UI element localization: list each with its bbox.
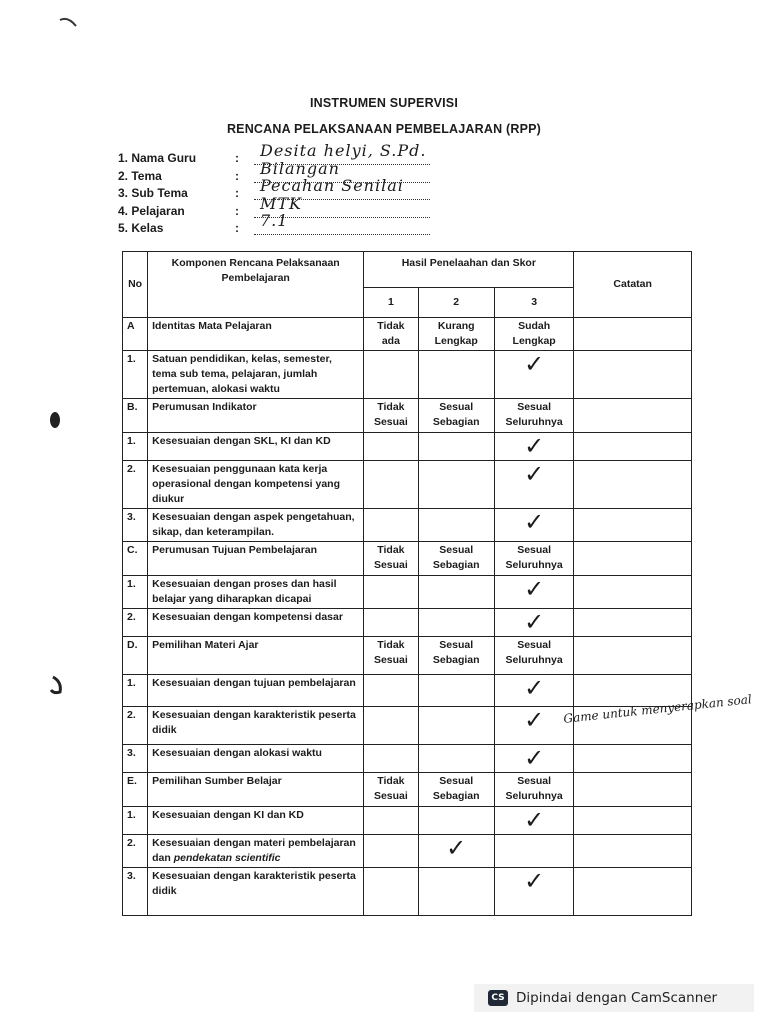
- score-cell-3: [494, 835, 573, 868]
- criterion-text: [148, 576, 364, 609]
- header-score-3: 3: [494, 288, 573, 318]
- criterion-text-main: Kesesuaian dengan karakteristik peserta didik: [152, 870, 356, 897]
- criterion-row: [123, 351, 692, 399]
- section-code: C.: [123, 542, 148, 576]
- score-cell-3: [494, 351, 573, 399]
- score-cell-1: [364, 461, 418, 509]
- score-option-label: Tidak Sesuai: [364, 637, 418, 675]
- camscanner-logo-icon: CS: [488, 990, 508, 1006]
- score-option-label: Sesual Sebagian: [418, 773, 494, 807]
- criterion-text-main: Kesesuaian dengan materi pembelajaran dan: [152, 837, 356, 864]
- score-option-label: Sesual Seluruhnya: [494, 773, 573, 807]
- criterion-text: [148, 433, 364, 461]
- checkmark-icon: ✓: [524, 608, 545, 636]
- score-cell-1: [364, 576, 418, 609]
- score-cell-2: [418, 835, 494, 868]
- criterion-number: 2.: [123, 835, 148, 868]
- score-cell-2: [418, 807, 494, 835]
- criterion-row: [123, 868, 692, 916]
- score-option-label: Tidak Sesuai: [364, 542, 418, 576]
- checkmark-icon: ✓: [524, 806, 545, 834]
- score-cell-3: [494, 868, 573, 916]
- notes-cell: [574, 609, 692, 637]
- score-option-label: Kurang Lengkap: [418, 318, 494, 351]
- criterion-text-main: Kesesuaian dengan tujuan pembelajaran: [152, 677, 356, 689]
- checkmark-icon: ✓: [524, 460, 545, 488]
- criterion-number: 3.: [123, 745, 148, 773]
- info-value-handwritten: MTK: [260, 193, 303, 213]
- scan-hole-mark-1: [48, 410, 62, 430]
- section-code: E.: [123, 773, 148, 807]
- criterion-text-main: Satuan pendidikan, kelas, semester, tema sub tema, pelajaran, jumlah pertemuan, alokasi waktu: [152, 353, 332, 395]
- checkmark-icon: ✓: [524, 575, 545, 603]
- criterion-number: 2.: [123, 609, 148, 637]
- header-notes: Catatan: [574, 252, 692, 318]
- score-cell-3: [494, 609, 573, 637]
- score-cell-1: [364, 835, 418, 868]
- score-cell-1: [364, 351, 418, 399]
- criterion-number: 1.: [123, 807, 148, 835]
- criterion-text: [148, 675, 364, 707]
- notes-cell: [574, 542, 692, 576]
- checkmark-icon: ✓: [524, 744, 545, 772]
- info-label: 5. Kelas: [118, 221, 164, 235]
- notes-cell: [574, 399, 692, 433]
- checkmark-icon: ✓: [524, 674, 545, 702]
- criterion-number: 3.: [123, 868, 148, 916]
- section-code: D.: [123, 637, 148, 675]
- info-label: 1. Nama Guru: [118, 151, 197, 165]
- supervision-table: [122, 251, 692, 916]
- score-cell-3: [494, 576, 573, 609]
- notes-cell: [574, 807, 692, 835]
- criterion-text-main: Kesesuaian dengan KI dan KD: [152, 809, 304, 821]
- score-cell-2: [418, 461, 494, 509]
- criterion-number: 1.: [123, 351, 148, 399]
- criterion-text-italic: pendekatan scientific: [173, 852, 281, 864]
- criterion-row: [123, 433, 692, 461]
- criterion-text-main: Kesesuaian dengan karakteristik peserta didik: [152, 709, 356, 736]
- score-option-label: Sesual Sebagian: [418, 637, 494, 675]
- score-option-label: Sudah Lengkap: [494, 318, 573, 351]
- score-cell-1: [364, 509, 418, 542]
- handwritten-note: Game untuk menyerapkan soal: [562, 692, 753, 726]
- criterion-text: [148, 807, 364, 835]
- header-result: Hasil Penelaahan dan Skor: [364, 252, 574, 288]
- checkmark-icon: ✓: [524, 706, 545, 734]
- score-cell-2: [418, 433, 494, 461]
- criterion-row: [123, 835, 692, 868]
- section-row: [123, 637, 692, 675]
- table-body: [123, 318, 692, 916]
- notes-cell: [574, 351, 692, 399]
- score-cell-2: [418, 576, 494, 609]
- checkmark-icon: ✓: [446, 834, 467, 862]
- score-option-label: Sesual Sebagian: [418, 542, 494, 576]
- watermark-text: Dipindai dengan CamScanner: [516, 990, 718, 1006]
- checkmark-icon: ✓: [524, 508, 545, 536]
- score-cell-2: [418, 609, 494, 637]
- score-cell-3: [494, 433, 573, 461]
- notes-cell: [574, 509, 692, 542]
- score-cell-2: [418, 675, 494, 707]
- criterion-text: [148, 707, 364, 745]
- criterion-text-main: Kesesuaian penggunaan kata kerja operasional dengan kompetensi yang diukur: [152, 463, 341, 505]
- criterion-text: [148, 745, 364, 773]
- section-title: Pemilihan Materi Ajar: [148, 637, 364, 675]
- score-option-label: Sesual Seluruhnya: [494, 542, 573, 576]
- criterion-row: [123, 609, 692, 637]
- score-cell-1: [364, 609, 418, 637]
- criterion-row: [123, 675, 692, 707]
- criterion-text-main: Kesesuaian dengan alokasi waktu: [152, 747, 322, 759]
- criterion-number: 1.: [123, 576, 148, 609]
- section-row: [123, 399, 692, 433]
- criterion-text: [148, 461, 364, 509]
- criterion-text: [148, 609, 364, 637]
- criterion-number: 3.: [123, 509, 148, 542]
- notes-cell: [574, 868, 692, 916]
- score-cell-3: [494, 675, 573, 707]
- score-cell-3: [494, 745, 573, 773]
- section-title: Perumusan Tujuan Pembelajaran: [148, 542, 364, 576]
- info-label: 4. Pelajaran: [118, 203, 185, 218]
- section-code: A: [123, 318, 148, 351]
- score-cell-2: [418, 745, 494, 773]
- criterion-number: 1.: [123, 675, 148, 707]
- score-cell-1: [364, 868, 418, 916]
- notes-cell: [574, 576, 692, 609]
- header-score-2: 2: [418, 288, 494, 318]
- criterion-text: [148, 351, 364, 399]
- score-cell-3: [494, 807, 573, 835]
- criterion-row: [123, 461, 692, 509]
- notes-cell: [574, 318, 692, 351]
- notes-cell: [574, 637, 692, 675]
- criterion-row: [123, 745, 692, 773]
- notes-cell: [574, 461, 692, 509]
- section-code: B.: [123, 399, 148, 433]
- score-cell-3: [494, 461, 573, 509]
- info-value-handwritten: 7.1: [260, 211, 289, 230]
- criterion-row: [123, 509, 692, 542]
- score-option-label: Tidak Sesuai: [364, 773, 418, 807]
- criterion-number: 2.: [123, 707, 148, 745]
- criterion-number: 1.: [123, 433, 148, 461]
- section-row: [123, 773, 692, 807]
- info-label: 2. Tema: [118, 168, 162, 183]
- checkmark-icon: ✓: [524, 350, 545, 378]
- header-no: No: [123, 252, 148, 318]
- checkmark-icon: ✓: [524, 432, 545, 460]
- criterion-text: [148, 835, 364, 868]
- info-value-handwritten: Desita helyi, S.Pd.: [260, 141, 427, 160]
- criterion-text-main: Kesesuaian dengan kompetensi dasar: [152, 611, 343, 623]
- score-cell-2: [418, 868, 494, 916]
- document-subtitle: RENCANA PELAKSANAAN PEMBELAJARAN (RPP): [226, 122, 542, 136]
- section-title: Perumusan Indikator: [148, 399, 364, 433]
- section-row: [123, 542, 692, 576]
- info-label: 3. Sub Tema: [118, 186, 188, 200]
- section-row: [123, 318, 692, 351]
- score-cell-1: [364, 675, 418, 707]
- criterion-row: [123, 576, 692, 609]
- criterion-number: 2.: [123, 461, 148, 509]
- score-option-label: Sesual Seluruhnya: [494, 637, 573, 675]
- scan-hole-mark-2: [48, 674, 66, 696]
- score-cell-1: [364, 807, 418, 835]
- criterion-text-main: Kesesuaian dengan aspek pengetahuan, sikap, dan keterampilan.: [152, 511, 355, 538]
- score-cell-1: [364, 707, 418, 745]
- score-cell-1: [364, 433, 418, 461]
- info-value-handwritten: Pecahan Senilai: [260, 176, 404, 195]
- score-option-label: Sesual Sebagian: [418, 399, 494, 433]
- score-cell-2: [418, 351, 494, 399]
- document-title: INSTRUMEN SUPERVISI: [309, 96, 459, 110]
- notes-cell: [574, 835, 692, 868]
- section-title: Identitas Mata Pelajaran: [148, 318, 364, 351]
- score-option-label: Tidak ada: [364, 318, 418, 351]
- scan-smudge-top: [58, 14, 80, 34]
- notes-cell: [574, 433, 692, 461]
- header-score-1: 1: [364, 288, 418, 318]
- criterion-text-main: Kesesuaian dengan SKL, KI dan KD: [152, 435, 331, 447]
- notes-cell: [574, 773, 692, 807]
- notes-cell: [574, 745, 692, 773]
- criterion-row: [123, 807, 692, 835]
- checkmark-icon: ✓: [524, 867, 545, 895]
- camscanner-watermark: [474, 984, 754, 1012]
- score-option-label: Sesual Seluruhnya: [494, 399, 573, 433]
- criterion-text-main: Kesesuaian dengan proses dan hasil belajar yang diharapkan dicapai: [152, 578, 337, 605]
- section-title: Pemilihan Sumber Belajar: [148, 773, 364, 807]
- score-cell-2: [418, 509, 494, 542]
- criterion-text: [148, 509, 364, 542]
- score-option-label: Tidak Sesuai: [364, 399, 418, 433]
- score-cell-2: [418, 707, 494, 745]
- header-component: Komponen Rencana Pelaksanaan Pembelajaran: [148, 252, 364, 318]
- criterion-text: [148, 868, 364, 916]
- info-value-handwritten: Bilangan: [260, 158, 340, 178]
- score-cell-3: [494, 509, 573, 542]
- score-cell-1: [364, 745, 418, 773]
